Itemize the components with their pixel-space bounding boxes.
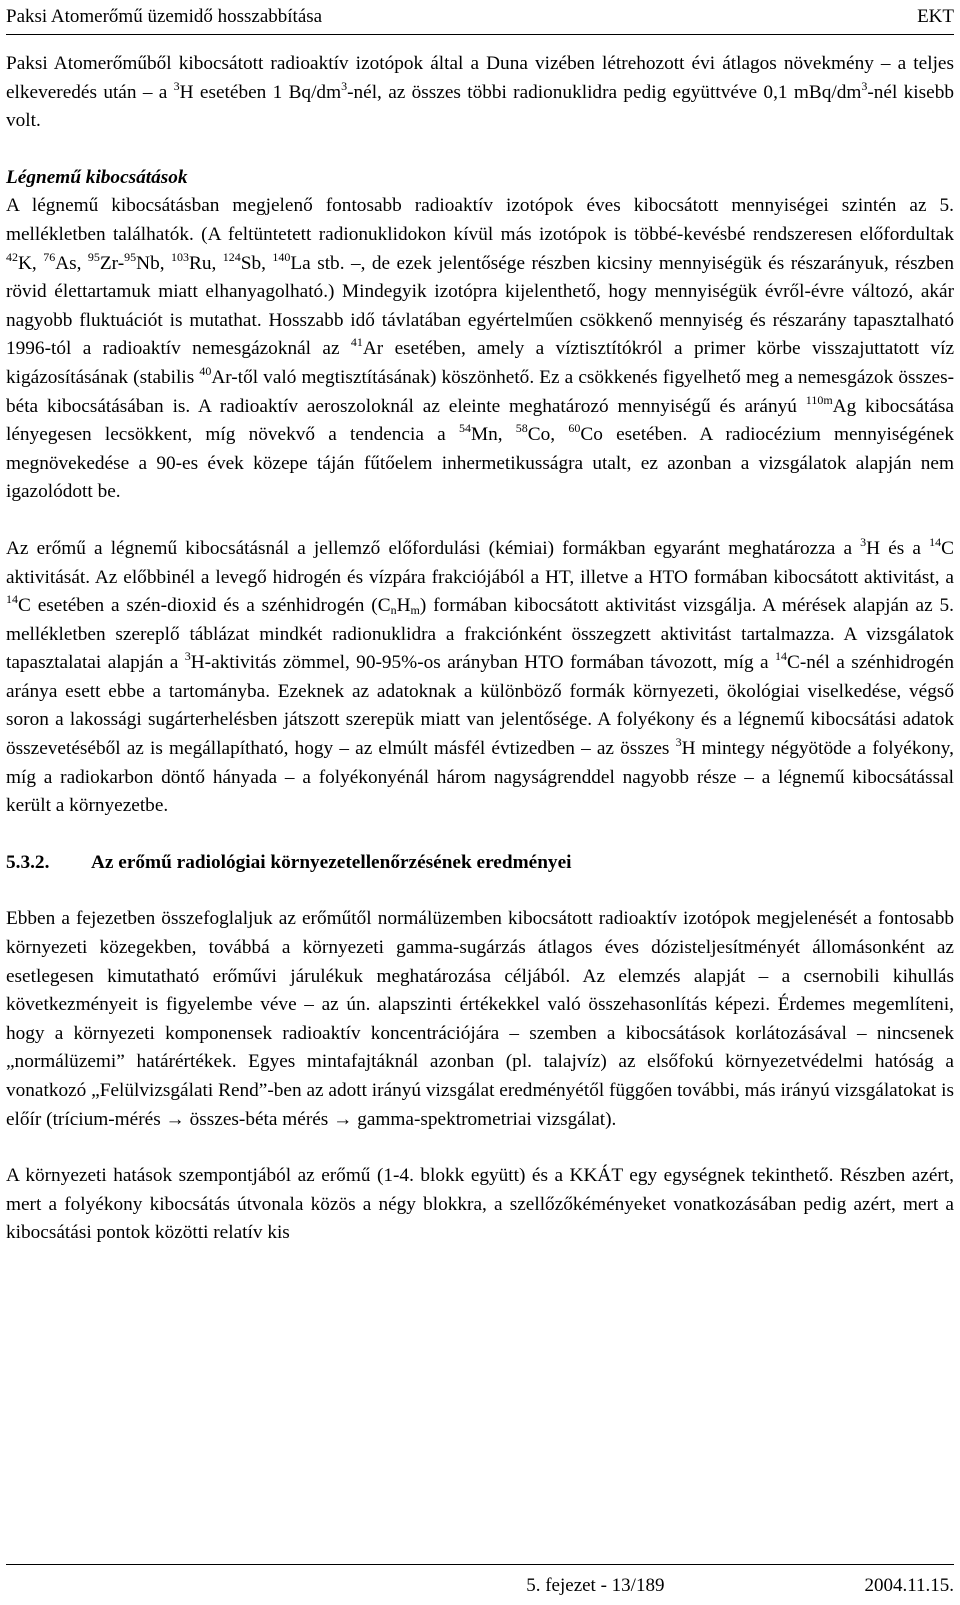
section-title: Az erőmű radiológiai környezetellenőrzésének eredményei xyxy=(91,851,572,873)
document-body xyxy=(6,50,954,1248)
paragraph-duna-increment: Paksi Atomerőműből kibocsátott radioaktív izotópok által a Duna vizében létrehozott évi átlagos növekmény – a teljes elkeveredés után – a $^3$H esetében 1 $Bq/dm^3$-nél, az összes többi radionuklidra pedig együttvéve 0,1 mBq/$dm^3$-nél kisebb volt. xyxy=(6,53,954,132)
document-date: 2004.11.15. xyxy=(864,1575,954,1596)
paragraph-environmental-effects: A környezeti hatások szempontjából az erőmű (1-4. blokk együtt) és a KKÁT egy egységnek tekinthető. Részben azért, mert a folyékony kibocsátás útvonala közös a négy blokkra, a szellőzőkéményeket vonatkozásában pedig azért, mert a kibocsátási pontok közötti relatív kis xyxy=(6,1165,954,1244)
page-number: 5. fejezet - 13/189 xyxy=(526,1575,665,1596)
page-footer xyxy=(6,1564,954,1597)
header-org: EKT xyxy=(917,6,954,27)
page-header xyxy=(6,0,954,35)
header-title: Paksi Atomerőmű üzemidő hosszabbítása xyxy=(6,6,323,27)
subheading-gaseous-emissions: Légnemű kibocsátások xyxy=(6,166,188,188)
section-heading xyxy=(6,849,954,878)
section-number: 5.3.2. xyxy=(6,851,50,873)
paragraph-tritium-carbon: Az erőmű a légnemű kibocsátásnál a jellemző előfordulási (kémiai) formákban egyaránt meghatározza a $^3$H és a $^{14}$C aktivitását. Az előbbinél a levegő hidrogén és vízpára frakciójából a HT, illetve a HTO formában kibocsátott aktivitást, a $^{14}$C esetében a szén-dioxid és a szénhidrogén $(C_nH_m)$ formában kibocsátott aktivitást vizsgálja. A mérések alapján az 5. mellékletben szereplő táblázat mindkét radionuklidra a frakciónként összegzett aktivitást tartalmazza. A vizsgálatok tapasztalatai alapján a $^3$H-aktivitás zömmel, 90-95%-os arányban HTO formában távozott, míg a $^{14}$C-nél a szénhidrogén aránya esett ebbe a tartományba. Ezeknek az adatoknak a különböző formák környezeti, ökológiai viselkedése, végső soron a lakossági sugárterhelésben játszott szerepük miatt van jelentősége. A folyékony és a légnemű kibocsátási adatok összevetéséből az is megállapítható, hogy – az elmúlt másfél évtizedben – az összes $^3$H mintegy négyötöde a folyékony, míg a radiokarbon döntő hányada – a folyékonyénál három nagyságrenddel nagyobb része – a légnemű kibocsátással került a környezetbe. xyxy=(6,535,955,817)
paragraph-environmental-monitoring: Ebben a fejezetben összefoglaljuk az erőműtől normálüzemben kibocsátott radioaktív izotópok megjelenését a fontosabb környezeti közegekben, továbbá a környezeti gamma-sugárzás átlagos éves dózisteljesítményét állomásonként az esetlegesen kimutatható erőművi járulékuk meghatározása céljából. Az elemzés alapját – a csernobili kihullás következményeit is figyelembe véve – az ún. alapszinti értékekkel való összehasonlítás képezi. Érdemes megemlíteni, hogy a környezeti komponensek radioaktív koncentrációjára – szemben a kibocsátások korlátozásával – nincsenek „normálüzemi” határértékek. Egyes mintafajtáknál azonban (pl. talajvíz) az elsőfokú környezetvédelmi hatóság a vonatkozó „Felülvizsgálati Rend”-ben az adott irányú vizsgálat eredményétől függően további, más irányú vizsgálatokat is előír (trícium-mérés → összes-béta mérés → gamma-spektrometriai vizsgálat). xyxy=(6,908,954,1130)
paragraph-gaseous-isotopes: A légnemű kibocsátásban megjelenő fontosabb radioaktív izotópok éves kibocsátott mennyiségei szintén az 5. mellékletben találhatók. (A feltüntetett radionuklidokon kívül más izotópok is többé-kevésbé rendszeresen előfordultak $^{42}$K, $^{76}$As, $^{95}$Zr-$^{95}$Nb, $^{103}$Ru, $^{124}$Sb, $^{140}$La stb. –, de ezek jelentősége részben kicsiny mennyiségük és részarányuk, részben rövid élettartamuk miatt elhanyagolható.) Mindegyik izotópra kijelenthető, hogy mennyiségük évről-évre változó, akár nagyobb fluktuációt is mutathat. Hosszabb idő távlatában egyértelműen csökkenő mennyiség és részarány tapasztalható 1996-tól a radioaktív nemesgázoknál az $^{41}$Ar esetében, amely a víztisztítókról a primer körbe visszajuttatott víz kigázosításának (stabilis $^{40}$Ar-től való megtisztításának) köszönhető. Ez a csökkenés figyelhető meg a nemesgázok összes-béta kibocsátásában is. A radioaktív aeroszoloknál az eleinte meghatározó mennyiségű és arányú $^{110m}$Ag kibocsátása lényegesen lecsökkent, míg növekvő a tendencia a $^{54}$Mn, $^{58}$Co, $^{60}$Co esetében. A radiocézium mennyiségének megnövekedése a 90-es évek közepe táján fűtőelem inhermetikusságra utalt, ez azonban a vizsgálatok alapján nem igazolódott be. xyxy=(6,195,955,503)
